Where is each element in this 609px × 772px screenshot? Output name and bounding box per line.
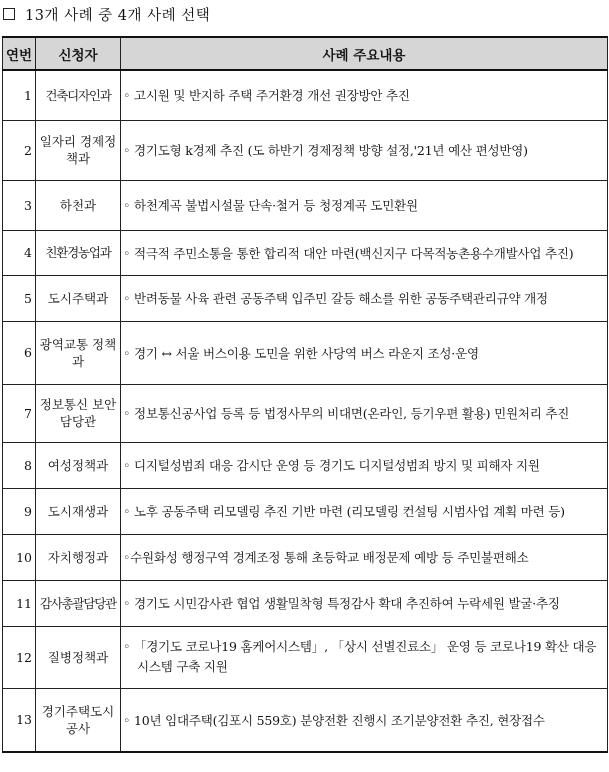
table-row [3, 120, 608, 180]
row-content: ◦ 반려동물 사육 관련 공동주택 입주민 갈등 해소를 위한 공동주택관리규약 개정 [121, 275, 608, 321]
row-number: 12 [3, 626, 36, 688]
row-number: 2 [3, 120, 36, 180]
table-row [3, 688, 608, 752]
row-number: 5 [3, 275, 36, 321]
row-dept: 일자리 경제정책과 [36, 120, 121, 180]
row-content-line: 시스템 구축 지원 [137, 659, 228, 674]
row-content: ◦ 경기 ↔ 서울 버스이용 도민을 위한 사당역 버스 라운지 조성·운영 [121, 321, 608, 384]
header-dept: 신청자 [36, 37, 121, 70]
table-row [3, 180, 608, 230]
row-content: ◦ 적극적 주민소통을 통한 합리적 대안 마련(백신지구 다목적농촌용수개발사업 추진) [121, 230, 608, 275]
row-content: ◦수원화성 행정구역 경계조정 통해 초등학교 배정문제 예방 등 주민불편해소 [121, 534, 608, 580]
row-number: 9 [3, 488, 36, 534]
row-dept: 건축디자인과 [36, 70, 121, 120]
row-dept: 정보통신 보안담당관 [36, 384, 121, 442]
row-content: ◦ 경기도 시민감사관 협업 생활밀착형 특정감사 확대 추진하여 누락세원 발굴·추징 [121, 580, 608, 626]
row-dept: 하천과 [36, 180, 121, 230]
table-row [3, 384, 608, 442]
row-dept: 도시주택과 [36, 275, 121, 321]
row-dept: 여성정책과 [36, 442, 121, 488]
row-number: 10 [3, 534, 36, 580]
row-dept: 자치행정과 [36, 534, 121, 580]
row-number: 4 [3, 230, 36, 275]
row-dept: 경기주택도시 공사 [36, 688, 121, 752]
row-content [121, 626, 608, 688]
table-row [3, 626, 608, 688]
row-content: ◦ 정보통신공사업 등록 등 법정사무의 비대면(온라인, 등기우편 활용) 민원처리 추진 [121, 384, 608, 442]
row-dept: 광역교통 정책과 [36, 321, 121, 384]
row-dept: 도시재생과 [36, 488, 121, 534]
row-content-line: ◦ 「경기도 코로나19 홈케어시스템」, 「상시 선별진료소」 운영 등 코로나19 확산 대응 [123, 639, 597, 654]
table-row [3, 488, 608, 534]
header-content: 사례 주요내용 [121, 37, 608, 70]
row-content: ◦ 10년 임대주택(김포시 559호) 분양전환 진행시 조기분양전환 추진, 현장접수 [121, 688, 608, 752]
checkbox-square-icon [3, 8, 15, 20]
document-title [3, 3, 210, 25]
row-content: ◦ 고시원 및 반지하 주택 주거환경 개선 권장방안 추진 [121, 70, 608, 120]
row-number: 11 [3, 580, 36, 626]
table-row [3, 70, 608, 120]
table-row [3, 534, 608, 580]
table-header-row [3, 37, 608, 70]
row-number: 8 [3, 442, 36, 488]
row-content: ◦ 하천계곡 불법시설물 단속·철거 등 청정계곡 도민환원 [121, 180, 608, 230]
row-dept: 질병정책과 [36, 626, 121, 688]
row-content: ◦ 디지털성범죄 대응 감시단 운영 등 경기도 디지털성범죄 방지 및 피해자 지원 [121, 442, 608, 488]
row-content: ◦ 경기도형 k경제 추진 (도 하반기 경제정책 방향 설정,'21년 예산 편성반영) [121, 120, 608, 180]
row-dept: 감사총괄담당관 [36, 580, 121, 626]
row-number: 6 [3, 321, 36, 384]
table-row [3, 580, 608, 626]
table-row [3, 442, 608, 488]
row-number: 7 [3, 384, 36, 442]
row-number: 13 [3, 688, 36, 752]
row-number: 1 [3, 70, 36, 120]
table-row [3, 321, 608, 384]
row-dept: 친환경농업과 [36, 230, 121, 275]
header-no: 연번 [3, 37, 36, 70]
table-row [3, 275, 608, 321]
row-content: ◦ 노후 공동주택 리모델링 추진 기반 마련 (리모델링 컨설팅 시범사업 계획 마련 등) [121, 488, 608, 534]
case-table [2, 36, 608, 753]
row-number: 3 [3, 180, 36, 230]
table-row [3, 230, 608, 275]
title-text: 13개 사례 중 4개 사례 선택 [25, 7, 211, 24]
